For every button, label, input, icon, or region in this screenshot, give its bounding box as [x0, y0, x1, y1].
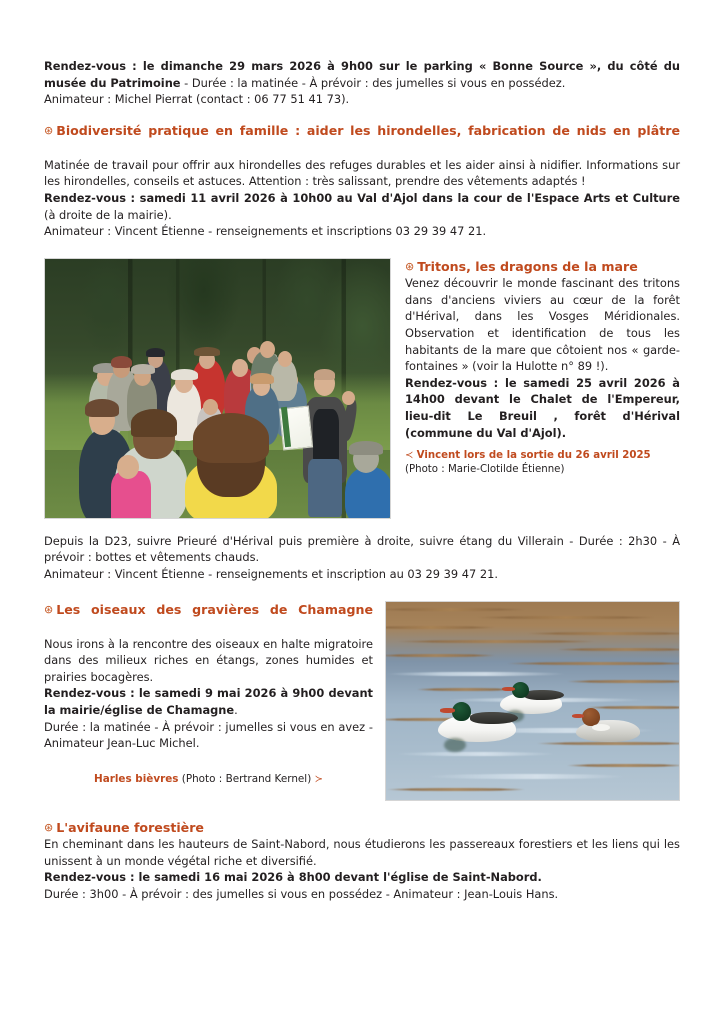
biodiversite-rendezvous-bold: Rendez-vous : samedi 11 avril 2026 à 10h00 au Val d'Ajol dans la cour de l'Espace Arts et Culture — [44, 190, 680, 205]
photo-forest-group — [44, 258, 391, 519]
oiseaux-rendezvous-rest: . — [234, 702, 238, 717]
oiseaux-rendezvous-bold: Rendez-vous : le samedi 9 mai 2026 à 9h00 devant la mairie/église de Chamagne — [44, 686, 373, 717]
tritons-photo-credit: (Photo : Marie-Clotilde Étienne) — [405, 464, 565, 476]
biodiversite-rendezvous — [44, 190, 680, 223]
arrow-right-icon: ≻ — [314, 773, 323, 785]
duck-male-front — [432, 702, 528, 744]
photo-forest-crowd — [45, 259, 390, 518]
bullet-icon: ⊛ — [405, 259, 415, 273]
biodiversite-rendezvous-rest: (à droite de la mairie). — [44, 207, 172, 222]
section-heading-biodiversite — [44, 122, 680, 157]
rendezvous-top-animateur: Animateur : Michel Pierrat (contact : 06 77 51 41 73). — [44, 92, 350, 107]
rendezvous-top-bold: Rendez-vous : le dimanche 29 mars 2026 à 9h00 sur le parking « Bonne Source », du côté du musée du Patrimoine — [44, 59, 680, 90]
duck-female — [572, 708, 648, 744]
photo-ducks — [385, 601, 680, 801]
spacer — [44, 108, 680, 122]
section-heading-oiseaux-label: Les oiseaux des gravières de Chamagne — [56, 601, 373, 617]
tritons-photo-caption — [405, 449, 680, 463]
section-heading-avifaune — [44, 819, 680, 837]
bullet-icon: ⊛ — [44, 123, 54, 137]
tritons-row — [44, 258, 680, 519]
section-heading-biodiversite-label: Biodiversité pratique en famille : aider les hirondelles, fabrication de nids en plâtre — [56, 122, 680, 138]
rendezvous-top-rest: - Durée : la matinée - À prévoir : des jumelles si vous en possédez. — [180, 75, 566, 90]
avifaune-duree: Durée : 3h00 - À prévoir : des jumelles si vous en possédez - Animateur : Jean-Louis Hans. — [44, 886, 559, 901]
tritons-access-line: Depuis la D23, suivre Prieuré d'Hérival puis première à droite, suivre étang du Villerain - Durée : 2h30 - À prévoir : bottes et vêtements chauds. — [44, 533, 680, 565]
tritons-photo-caption-highlight: Vincent lors de la sortie du 26 avril 2025 — [416, 450, 651, 462]
ducks-photo-caption — [44, 772, 373, 787]
spacer — [44, 583, 680, 601]
duck-reflection-front — [444, 738, 466, 752]
bullet-icon: ⊛ — [44, 820, 54, 834]
oiseaux-text-column — [44, 601, 373, 798]
arrow-left-icon: ≺ — [405, 450, 414, 462]
ducks-photo-caption-highlight: Harles bièvres — [94, 772, 179, 785]
biodiversite-animateur: Animateur : Vincent Étienne - renseignements et inscriptions 03 29 39 47 21. — [44, 224, 487, 239]
section-heading-avifaune-label: L'avifaune forestière — [56, 819, 204, 835]
oiseaux-rendezvous — [44, 685, 373, 718]
ducks-photo-credit: (Photo : Bertrand Kernel) — [181, 772, 312, 785]
tritons-text-column — [405, 258, 680, 477]
avifaune-rendezvous-bold: Rendez-vous : le samedi 16 mai 2026 à 8h00 devant l'église de Saint-Nabord. — [44, 870, 542, 885]
spacer — [44, 801, 680, 819]
avifaune-rendezvous — [44, 869, 680, 886]
avifaune-body: En cheminant dans les hauteurs de Saint-Nabord, nous étudierons les passereaux forestiers et les liens qui les unissent à un monde végétal riche et diversifié. — [44, 837, 680, 868]
section-heading-tritons-label: Tritons, les dragons de la mare — [417, 258, 638, 274]
section-heading-tritons — [405, 258, 680, 276]
oiseaux-duree: Durée : la matinée - À prévoir : jumelles si vous en avez - Animateur Jean-Luc Michel. — [44, 719, 373, 751]
tritons-rendezvous — [405, 375, 680, 441]
bullet-icon: ⊛ — [44, 602, 54, 616]
oiseaux-body: Nous irons à la rencontre des oiseaux en halte migratoire dans des milieux riches en étangs, zones humides et prairies bocagères. — [44, 636, 373, 684]
tritons-rendezvous-bold: Rendez-vous : le samedi 25 avril 2026 à 14h00 devant le Chalet de l'Empereur, lieu-dit Le Breuil , forêt d'Hérival (commune du Val d'Ajol). — [405, 375, 680, 440]
spacer — [44, 240, 680, 258]
rendezvous-top-paragraph — [44, 58, 680, 91]
tritons-animateur-line: Animateur : Vincent Étienne - renseignements et inscription au 03 29 39 47 21. — [44, 566, 499, 581]
tritons-body: Venez découvrir le monde fascinant des tritons dans d'anciens viviers au cœur de la forêt d'Hérival, dans les Vosges Méridionales. Observation et identification de tous les habitants de la mare que côtoient nos « garde-fontaines » (voir la Hulotte n° 89 !). — [405, 276, 680, 374]
oiseaux-row — [44, 601, 680, 801]
spacer — [44, 519, 680, 533]
section-heading-oiseaux — [44, 601, 373, 636]
biodiversite-body: Matinée de travail pour offrir aux hirondelles des refuges durables et les aider ainsi à nidifier. Informations sur les hirondelles, conseils et astuces. Attention : très salissant, prendre des vêtements adaptés ! — [44, 157, 680, 189]
